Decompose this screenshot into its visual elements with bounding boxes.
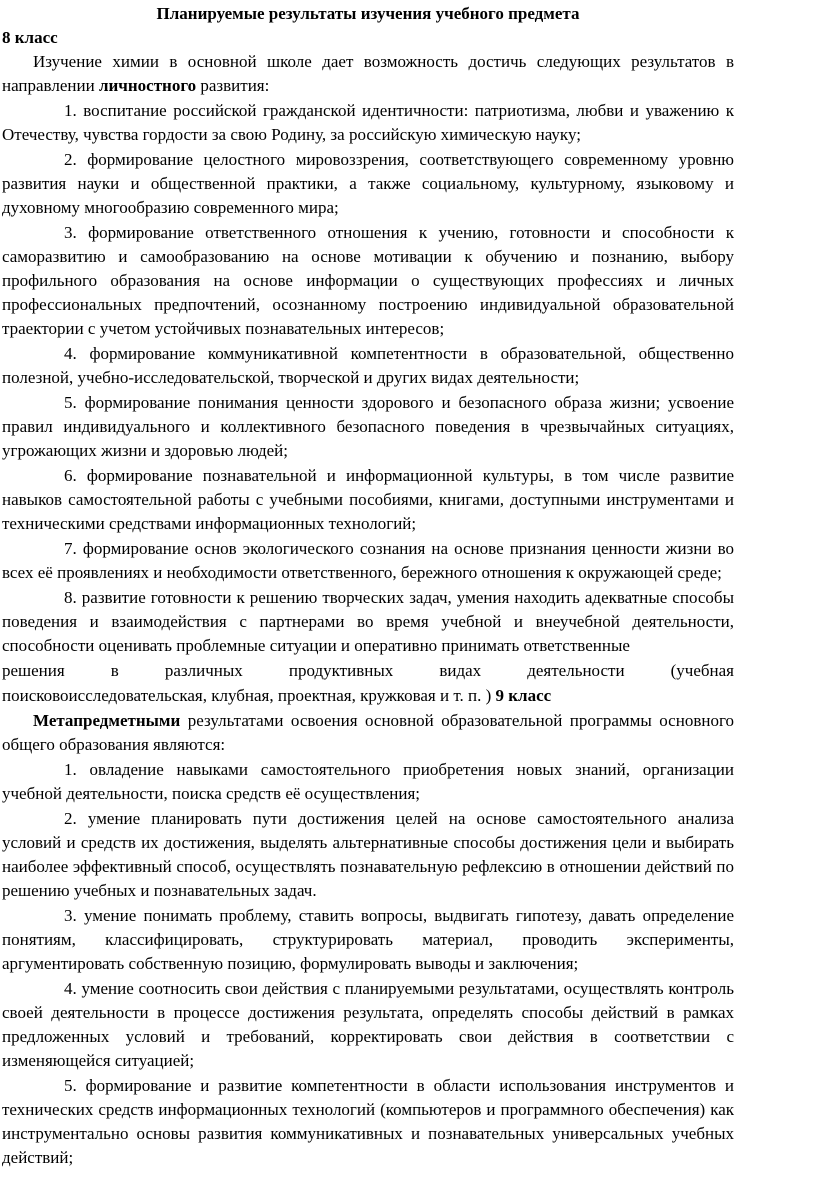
grade-8-heading: 8 класс [2, 28, 58, 47]
item-number: 3. [64, 906, 77, 925]
personal-item-8 [2, 586, 734, 658]
item-text: умение соотносить свои действия с планируемыми результатами, осуществлять контроль своей деятельности в процессе достижения результата, определять способы действий в рамках предложенных условий и требований, корректировать свои действия в соответствии с изменяющейся ситуацией; [2, 979, 735, 1070]
personal-item-5 [2, 391, 734, 463]
meta-intro-bold: Метапредметными [33, 711, 181, 730]
personal-item-8-continuation: решения в различных продуктивных видах деятельности (учебная [2, 661, 734, 680]
item-text: формирование основ экологического сознания на основе признания ценности жизни во всех её проявлениях и необходимости ответственного, бережного отношения к окружающей среде; [2, 539, 734, 582]
personal-item-7 [2, 537, 734, 585]
meta-item-4 [2, 977, 734, 1073]
intro-text-end: развития: [196, 76, 270, 95]
personal-item-3 [2, 221, 734, 341]
item-number: 6. [64, 466, 77, 485]
meta-item-5 [2, 1074, 734, 1170]
item-number: 5. [64, 1076, 77, 1095]
meta-intro [2, 709, 734, 757]
grade-9-heading: 9 класс [495, 686, 552, 705]
item-text: формирование коммуникативной компетентности в образовательной, общественно полезной, учебно-исследовательской, творческой и других видах деятельности; [2, 344, 734, 387]
continuation-text: поисковоисследовательская, клубная, проектная, кружковая и т. п. ) [2, 686, 496, 705]
item-number: 2. [64, 809, 77, 828]
meta-item-2 [2, 807, 734, 903]
intro-bold: личностного [98, 76, 197, 95]
meta-item-3 [2, 904, 734, 976]
personal-intro [2, 50, 734, 98]
item-number: 7. [64, 539, 77, 558]
item-text: умение понимать проблему, ставить вопросы, выдвигать гипотезу, давать определение понятиям, классифицировать, структурировать материал, проводить эксперименты, аргументировать собственную позицию, формулировать выводы и заключения; [2, 906, 734, 973]
item-text: формирование ответственного отношения к учению, готовности и способности к саморазвитию и самообразованию на основе мотивации к обучению и познанию, выбору профильного образования на основе информации о существующих профессиях и личных профессиональных предпочтений, осознанному построению индивидуальной образовательной траектории с учетом устойчивых познавательных интересов; [2, 223, 734, 338]
meta-intro-text: результатами освоения основной образовательной программы основного общего образования являются: [2, 711, 734, 754]
item-number: 3. [64, 223, 77, 242]
item-text: формирование и развитие компетентности в области использования инструментов и технических средств информационных технологий (компьютеров и программного обеспечения) как инструментально основы развития коммуникативных и познавательных универсальных учебных действий; [2, 1076, 735, 1167]
personal-item-6 [2, 464, 734, 536]
meta-item-1 [2, 758, 734, 806]
item-number: 4. [64, 344, 77, 363]
item-text: формирование понимания ценности здорового и безопасного образа жизни; усвоение правил индивидуального и коллективного безопасного поведения в чрезвычайных ситуациях, угрожающих жизни и здоровью людей; [2, 393, 734, 460]
personal-item-8-continuation-2 [2, 684, 734, 708]
intro-text: Изучение химии в основной школе дает возможность достичь следующих результатов в направлении [2, 52, 734, 95]
document-page [0, 2, 816, 1194]
personal-item-2 [2, 148, 734, 220]
item-text: воспитание российской гражданской идентичности: патриотизма, любви и уважению к Отечеству, чувства гордости за свою Родину, за российскую химическую науку; [2, 101, 734, 144]
item-number: 1. [64, 760, 77, 779]
item-text: овладение навыками самостоятельного приобретения новых знаний, организации учебной деятельности, поиска средств её осуществления; [2, 760, 734, 803]
personal-item-1 [2, 99, 734, 147]
personal-item-4 [2, 342, 734, 390]
item-text: развитие готовности к решению творческих задач, умения находить адекватные способы поведения и взаимодействия с партнерами во время учебной и внеучебной деятельности, способности оценивать проблемные ситуации и оперативно принимать ответственные [2, 588, 734, 655]
item-number: 2. [64, 150, 77, 169]
item-text: формирование познавательной и информационной культуры, в том числе развитие навыков самостоятельной работы с учебными пособиями, книгами, доступными инструментами и техническими средствами информационных технологий; [2, 466, 735, 533]
item-text: умение планировать пути достижения целей на основе самостоятельного анализа условий и средств их достижения, выделять альтернативные способы достижения цели и выбирать наиболее эффективный способ, осуществлять познавательную рефлексию в отношении действий по решению учебных и познавательных задач. [2, 809, 734, 900]
page-title: Планируемые результаты изучения учебного предмета [156, 4, 580, 23]
item-number: 8. [64, 588, 77, 607]
item-number: 5. [64, 393, 77, 412]
item-number: 1. [64, 101, 77, 120]
item-text: формирование целостного мировоззрения, соответствующего современному уровню развития науки и общественной практики, а также социальному, культурному, языковому и духовному многообразию современного мира; [2, 150, 735, 217]
item-number: 4. [64, 979, 77, 998]
